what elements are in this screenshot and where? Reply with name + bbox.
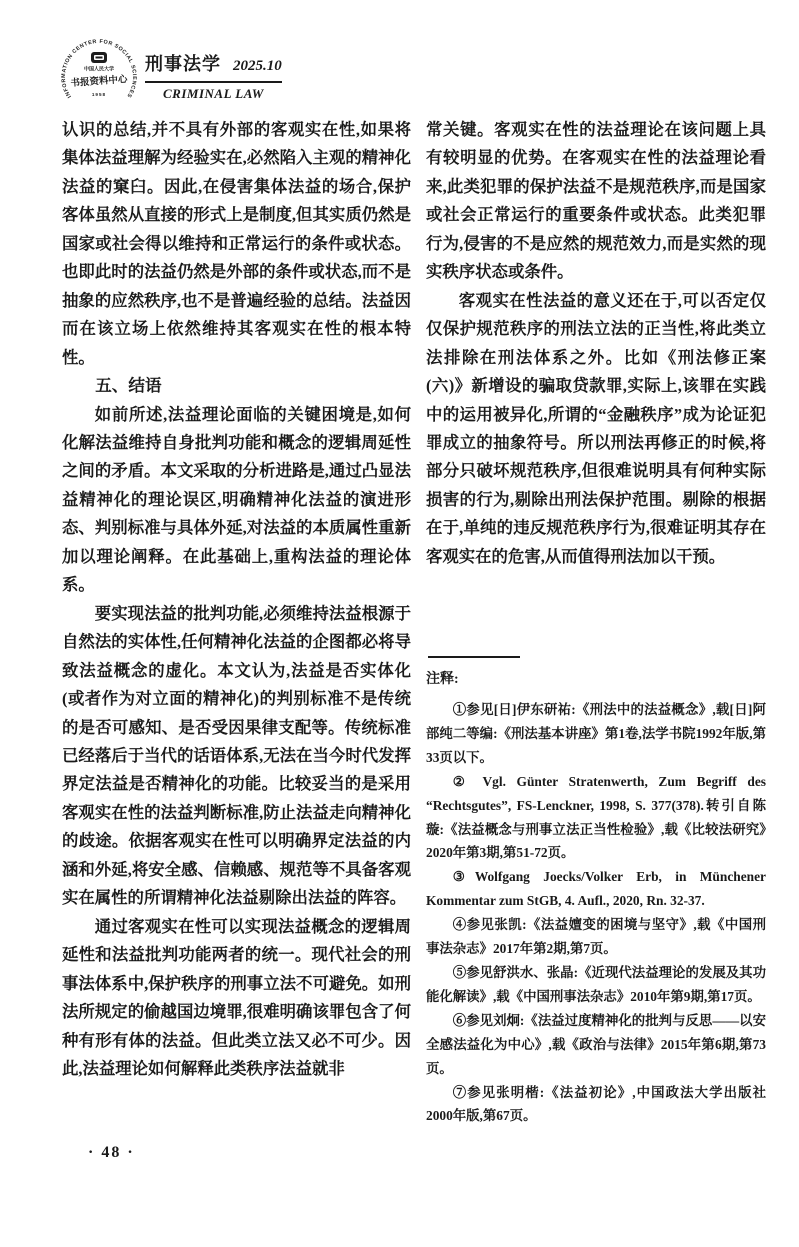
left-column bbox=[62, 116, 411, 1083]
footnote-item: ④参见张凯:《法益嬗变的困境与坚守》,载《中国刑事法杂志》2017年第2期,第7页。 bbox=[426, 917, 766, 957]
journal-title-en: CRIMINAL LAW bbox=[162, 86, 264, 101]
logo-emblem bbox=[91, 52, 107, 63]
footnote-item: ② Vgl. Günter Stratenwerth, Zum Begriff des “Rechtsgutes”, FS-Lenckner, 1998, S. 377(378).转引自陈璇:《法益概念与刑事立法正当性检验》,载《比较法研究》2020年第3期,第51-72页。 bbox=[426, 773, 766, 861]
journal-logo bbox=[58, 36, 140, 116]
journal-title-cn: 刑事法学 bbox=[145, 54, 221, 74]
section-heading-conclusion: 五、结语 bbox=[95, 376, 162, 396]
paragraph-continued: 认识的总结,并不具有外部的客观实在性,如果将集体法益理解为经验实在,必然陷入主观的精神化法益的窠臼。因此,在侵害集体法益的场合,保护客体虽然从直接的形式上是制度,但其实质仍然是国家或社会得以维持和正常运行的条件或状态。也即此时的法益仍然是外部的条件或状态,而不是抽象的应然秩序,也不是普遍经验的总结。法益因而在该立场上依然维持其客观实在性的根本特性。 bbox=[62, 120, 411, 367]
footnote-item: ⑦参见张明楷:《法益初论》,中国政法大学出版社2000年版,第67页。 bbox=[426, 1084, 766, 1124]
page-number: · 48 · bbox=[88, 1144, 135, 1161]
journal-logo-seal bbox=[58, 36, 140, 116]
logo-university-text: 中国人民大学 bbox=[83, 66, 115, 73]
footnote-item: ⑤参见舒洪水、张晶:《近现代法益理论的发展及其功能化解读》,载《中国刑事法杂志》2010年第9期,第17页。 bbox=[426, 964, 766, 1004]
footnote-item: ⑥参见刘炯:《法益过度精神化的批判与反思——以安全感法益化为中心》,载《政治与法律》2015年第6期,第73页。 bbox=[426, 1012, 766, 1076]
footnote-item: ③Wolfgang Joecks/Volker Erb, in Münchener Kommentar zum StGB, 4. Aufl., 2020, Rn. 32-37. bbox=[426, 869, 766, 909]
logo-center-name: 书报资料中心 bbox=[70, 75, 128, 89]
masthead-title-row bbox=[145, 50, 282, 83]
paragraph: 如前所述,法益理论面临的关键困境是,如何化解法益维持自身批判功能和概念的逻辑周延性之间的矛盾。本文采取的分析进路是,通过凸显法益精神化的理论误区,明确精神化法益的演进形态、判别标准与具体外延,对法益的本质属性重新加以理论阐释。在此基础上,重构法益的理论体系。 bbox=[62, 404, 411, 595]
logo-ring-text: INFORMATION CENTER FOR SOCIAL SCIENCES bbox=[60, 38, 138, 99]
footnotes-label: 注释: bbox=[426, 672, 459, 687]
footnote-separator-rule bbox=[428, 656, 520, 658]
paragraph: 客观实在性法益的意义还在于,可以否定仅仅保护规范秩序的刑法立法的正当性,将此类立法排除在刑法体系之外。比如《刑法修正案(六)》新增设的骗取贷款罪,实际上,该罪在实践中的运用被异化,所谓的“金融秩序”成为论证犯罪成立的抽象符号。所以刑法再修正的时候,将部分只破坏规范秩序,但很难说明具有何种实际损害的行为,剔除出刑法保护范围。剔除的根据在于,单纯的违反规范秩序行为,很难证明其存在客观实在的危害,从而值得刑法加以干预。 bbox=[426, 290, 766, 566]
footnote-item: ①参见[日]伊东研祐:《刑法中的法益概念》,载[日]阿部纯二等编:《刑法基本讲座》第1卷,法学书院1992年版,第33页以下。 bbox=[426, 702, 766, 765]
paragraph: 通过客观实在性可以实现法益概念的逻辑周延性和法益批判功能两者的统一。现代社会的刑事法体系中,保护秩序的刑事立法不可避免。如刑法所规定的偷越国边境罪,很难明确该罪包含了何种有形有体的法益。但此类立法又必不可少。因此,法益理论如何解释此类秩序法益就非 bbox=[62, 916, 411, 1078]
masthead bbox=[145, 50, 282, 102]
footnotes-section bbox=[426, 642, 766, 1128]
right-column bbox=[426, 116, 766, 571]
journal-issue: 2025.10 bbox=[233, 58, 282, 74]
paragraph-continued: 常关键。客观实在性的法益理论在该问题上具有较明显的优势。在客观实在性的法益理论看来,此类犯罪的保护法益不是规范秩序,而是国家或社会正常运行的重要条件或状态。此类犯罪行为,侵害的不是应然的规范效力,而是实然的现实秩序状态或条件。 bbox=[426, 120, 766, 282]
paragraph: 要实现法益的批判功能,必须维持法益根源于自然法的实体性,任何精神化法益的企图都必将导致法益概念的虚化。本文认为,法益是否实体化(或者作为对立面的精神化)的判别标准不是传统的是否可感知、是否受因果律支配等。传统标准已经落后于当代的话语体系,无法在当今时代发挥界定法益是否精神化的功能。比较妥当的是采用客观实在性的法益判断标准,防止法益走向精神化的歧途。依据客观实在性可以明确界定法益的内涵和外延,将安全感、信赖感、规范等不具备客观实在属性的所谓精神化法益剔除出法益的阵容。 bbox=[62, 603, 411, 908]
logo-year: 1958 bbox=[91, 92, 107, 97]
